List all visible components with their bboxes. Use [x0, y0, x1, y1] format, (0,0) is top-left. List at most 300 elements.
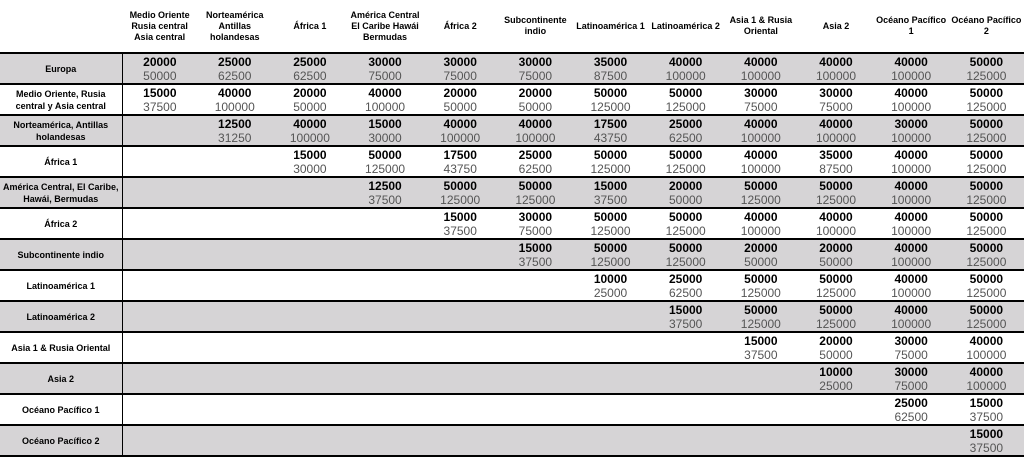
primary-value: 50000	[969, 241, 1004, 255]
primary-value: 40000	[518, 117, 553, 131]
rate-cell	[423, 84, 498, 115]
table-row	[0, 177, 1024, 208]
rate-cell	[723, 239, 798, 270]
rate-cell	[423, 394, 498, 425]
primary-value: 50000	[969, 210, 1004, 224]
rate-cell	[197, 177, 272, 208]
column-header: África 1	[272, 0, 347, 53]
primary-value: 50000	[969, 272, 1004, 286]
primary-value: 40000	[368, 86, 402, 100]
rate-cell	[798, 239, 873, 270]
primary-value: 20000	[819, 334, 853, 348]
rate-cell	[498, 177, 573, 208]
secondary-value: 100000	[891, 131, 932, 145]
primary-value: 50000	[819, 303, 853, 317]
primary-value: 12500	[218, 117, 252, 131]
rate-cell	[197, 425, 272, 456]
primary-value: 15000	[744, 334, 778, 348]
rate-cell	[197, 270, 272, 301]
primary-value: 20000	[744, 241, 778, 255]
secondary-value: 100000	[891, 162, 932, 176]
primary-value: 20000	[819, 241, 853, 255]
rate-cell	[798, 332, 873, 363]
rate-cell	[874, 146, 949, 177]
primary-value: 17500	[443, 148, 477, 162]
secondary-value: 37500	[368, 193, 402, 207]
rate-cell	[498, 53, 573, 84]
rate-cell	[648, 301, 723, 332]
secondary-value: 125000	[590, 162, 631, 176]
primary-value: 15000	[593, 179, 628, 193]
primary-value: 15000	[443, 210, 477, 224]
rate-cell	[723, 394, 798, 425]
secondary-value: 62500	[293, 69, 327, 83]
primary-value: 40000	[894, 241, 928, 255]
primary-value: 50000	[969, 179, 1004, 193]
secondary-value: 125000	[665, 255, 706, 269]
rate-cell	[272, 363, 347, 394]
rate-cell	[272, 208, 347, 239]
primary-value: 30000	[744, 86, 778, 100]
rate-cell	[122, 363, 197, 394]
rate-cell	[798, 53, 873, 84]
rate-cell	[648, 115, 723, 146]
secondary-value: 125000	[966, 100, 1007, 114]
row-label: Asia 1 & Rusia Oriental	[0, 332, 122, 363]
secondary-value: 100000	[815, 131, 856, 145]
rate-cell	[949, 239, 1024, 270]
secondary-value: 31250	[218, 131, 252, 145]
rate-cell	[798, 146, 873, 177]
rate-cell	[423, 332, 498, 363]
rate-cell	[949, 270, 1024, 301]
row-label: Asia 2	[0, 363, 122, 394]
rate-cell	[423, 425, 498, 456]
rate-cell	[272, 394, 347, 425]
table-row	[0, 53, 1024, 84]
primary-value: 40000	[744, 117, 778, 131]
secondary-value: 125000	[590, 100, 631, 114]
column-header: Asia 1 & Rusia Oriental	[723, 0, 798, 53]
row-label: Europa	[0, 53, 122, 84]
primary-value: 30000	[894, 117, 928, 131]
corner-cell	[0, 0, 122, 53]
secondary-value: 75000	[894, 348, 928, 362]
rate-cell	[197, 363, 272, 394]
rate-cell	[272, 84, 347, 115]
column-header: Norteamérica Antillas holandesas	[197, 0, 272, 53]
secondary-value: 37500	[969, 410, 1004, 424]
rate-cell	[423, 270, 498, 301]
rate-cell	[423, 301, 498, 332]
rate-cell	[573, 363, 648, 394]
rate-cell	[272, 115, 347, 146]
rate-cell	[423, 115, 498, 146]
secondary-value: 100000	[665, 69, 706, 83]
column-header: Asia 2	[798, 0, 873, 53]
table-row	[0, 270, 1024, 301]
primary-value: 50000	[819, 179, 853, 193]
rate-cell	[122, 394, 197, 425]
primary-value: 40000	[744, 148, 778, 162]
rate-cell	[498, 208, 573, 239]
rate-cell	[197, 332, 272, 363]
rate-cell	[648, 146, 723, 177]
secondary-value: 30000	[293, 162, 327, 176]
rate-cell	[498, 425, 573, 456]
rate-cell	[122, 84, 197, 115]
rate-cell	[423, 239, 498, 270]
rate-cell	[272, 332, 347, 363]
primary-value: 15000	[143, 86, 177, 100]
column-header: América Central El Caribe Hawái Bermudas	[347, 0, 422, 53]
rate-cell	[648, 425, 723, 456]
rate-cell	[573, 239, 648, 270]
rate-cell	[347, 394, 422, 425]
primary-value: 50000	[969, 55, 1004, 69]
secondary-value: 37500	[518, 255, 553, 269]
rate-cell	[498, 301, 573, 332]
secondary-value: 75000	[518, 69, 553, 83]
rate-cell	[949, 394, 1024, 425]
secondary-value: 125000	[966, 317, 1007, 331]
secondary-value: 125000	[966, 131, 1007, 145]
primary-value: 40000	[293, 117, 327, 131]
rate-cell	[272, 146, 347, 177]
rate-cell	[347, 239, 422, 270]
primary-value: 50000	[969, 86, 1004, 100]
rate-cell	[498, 332, 573, 363]
rate-cell	[573, 146, 648, 177]
rate-cell	[498, 239, 573, 270]
rate-cell	[573, 394, 648, 425]
primary-value: 20000	[293, 86, 327, 100]
rate-cell	[723, 115, 798, 146]
primary-value: 25000	[218, 55, 252, 69]
secondary-value: 125000	[740, 286, 781, 300]
primary-value: 15000	[668, 303, 703, 317]
column-header: Subcontinente indio	[498, 0, 573, 53]
rate-cell	[197, 394, 272, 425]
row-label: Océano Pacífico 2	[0, 425, 122, 456]
secondary-value: 125000	[590, 255, 631, 269]
primary-value: 50000	[368, 148, 402, 162]
rate-cell	[122, 332, 197, 363]
secondary-value: 87500	[819, 162, 853, 176]
primary-value: 40000	[443, 117, 477, 131]
rate-cell	[723, 146, 798, 177]
row-label: África 1	[0, 146, 122, 177]
rate-cell	[573, 115, 648, 146]
rate-cell	[272, 425, 347, 456]
rate-cell	[949, 115, 1024, 146]
primary-value: 40000	[744, 55, 778, 69]
rate-cell	[723, 177, 798, 208]
rate-cell	[347, 270, 422, 301]
secondary-value: 125000	[665, 162, 706, 176]
secondary-value: 125000	[966, 69, 1007, 83]
rate-cell	[949, 208, 1024, 239]
secondary-value: 50000	[819, 255, 853, 269]
rate-cell	[573, 53, 648, 84]
column-header: Medio Oriente Rusia central Asia central	[122, 0, 197, 53]
rate-cell	[648, 270, 723, 301]
primary-value: 17500	[593, 117, 628, 131]
rate-cell	[798, 394, 873, 425]
secondary-value: 43750	[593, 131, 628, 145]
primary-value: 50000	[668, 148, 703, 162]
rate-cell	[423, 208, 498, 239]
rate-cell	[197, 208, 272, 239]
secondary-value: 75000	[819, 100, 853, 114]
primary-value: 50000	[593, 148, 628, 162]
rate-cell	[648, 84, 723, 115]
rate-cell	[423, 177, 498, 208]
secondary-value: 75000	[368, 69, 402, 83]
secondary-value: 100000	[966, 348, 1007, 362]
rate-cell	[122, 115, 197, 146]
secondary-value: 30000	[368, 131, 402, 145]
primary-value: 50000	[443, 179, 477, 193]
rate-cell	[874, 394, 949, 425]
table-body	[0, 53, 1024, 456]
primary-value: 10000	[819, 365, 853, 379]
rate-cell	[347, 146, 422, 177]
rate-cell	[197, 239, 272, 270]
primary-value: 20000	[668, 179, 703, 193]
primary-value: 50000	[969, 148, 1004, 162]
rate-cell	[949, 84, 1024, 115]
table-row	[0, 394, 1024, 425]
rate-cell	[347, 301, 422, 332]
table-header	[0, 0, 1024, 53]
rate-cell	[723, 425, 798, 456]
secondary-value: 125000	[815, 286, 856, 300]
secondary-value: 62500	[668, 131, 703, 145]
row-label: Norteamérica, Antillas holandesas	[0, 115, 122, 146]
primary-value: 40000	[218, 86, 252, 100]
rate-cell	[347, 332, 422, 363]
rate-cell	[798, 208, 873, 239]
primary-value: 40000	[744, 210, 778, 224]
row-label: Subcontinente indio	[0, 239, 122, 270]
rate-cell	[347, 115, 422, 146]
rate-cell	[949, 363, 1024, 394]
rate-cell	[874, 53, 949, 84]
primary-value: 25000	[894, 396, 928, 410]
rate-cell	[798, 425, 873, 456]
rate-cell	[874, 177, 949, 208]
secondary-value: 50000	[744, 255, 778, 269]
primary-value: 40000	[668, 55, 703, 69]
row-label: África 2	[0, 208, 122, 239]
table-row	[0, 239, 1024, 270]
column-header: Océano Pacífico 2	[949, 0, 1024, 53]
table-row	[0, 115, 1024, 146]
rate-cell	[272, 301, 347, 332]
secondary-value: 50000	[293, 100, 327, 114]
secondary-value: 50000	[518, 100, 553, 114]
secondary-value: 100000	[891, 286, 932, 300]
secondary-value: 100000	[891, 224, 932, 238]
rate-cell	[723, 270, 798, 301]
rate-cell	[949, 425, 1024, 456]
rate-cell	[874, 84, 949, 115]
rate-cell	[874, 115, 949, 146]
secondary-value: 25000	[593, 286, 628, 300]
rate-cell	[272, 177, 347, 208]
secondary-value: 62500	[668, 286, 703, 300]
secondary-value: 100000	[289, 131, 330, 145]
rate-cell	[798, 363, 873, 394]
rate-cell	[197, 301, 272, 332]
secondary-value: 62500	[218, 69, 252, 83]
secondary-value: 100000	[891, 193, 932, 207]
rate-cell	[949, 53, 1024, 84]
rate-cell	[949, 332, 1024, 363]
secondary-value: 125000	[740, 317, 781, 331]
rate-cell	[573, 425, 648, 456]
rate-cell	[723, 363, 798, 394]
primary-value: 50000	[744, 272, 778, 286]
rate-cell	[423, 363, 498, 394]
rate-cell	[723, 84, 798, 115]
rate-cell	[197, 53, 272, 84]
secondary-value: 125000	[966, 162, 1007, 176]
rate-cell	[798, 115, 873, 146]
rate-cell	[498, 363, 573, 394]
primary-value: 50000	[593, 210, 628, 224]
row-label: Latinoamérica 2	[0, 301, 122, 332]
secondary-value: 25000	[819, 379, 853, 393]
rate-cell	[272, 270, 347, 301]
primary-value: 20000	[518, 86, 553, 100]
rate-cell	[498, 146, 573, 177]
rate-cell	[573, 84, 648, 115]
primary-value: 40000	[894, 210, 928, 224]
secondary-value: 43750	[443, 162, 477, 176]
secondary-value: 125000	[815, 193, 856, 207]
rate-cell	[347, 53, 422, 84]
row-label: América Central, El Caribe, Hawái, Bermudas	[0, 177, 122, 208]
rate-cell	[347, 177, 422, 208]
secondary-value: 100000	[891, 69, 932, 83]
rate-cell	[122, 239, 197, 270]
primary-value: 15000	[518, 241, 553, 255]
secondary-value: 125000	[440, 193, 481, 207]
primary-value: 50000	[969, 117, 1004, 131]
rate-cell	[272, 239, 347, 270]
column-header: Latinoamérica 1	[573, 0, 648, 53]
secondary-value: 125000	[815, 317, 856, 331]
column-header: Océano Pacífico 1	[874, 0, 949, 53]
secondary-value: 75000	[443, 69, 477, 83]
table-row	[0, 146, 1024, 177]
rate-cell	[874, 208, 949, 239]
secondary-value: 125000	[515, 193, 556, 207]
secondary-value: 125000	[665, 100, 706, 114]
rate-cell	[498, 84, 573, 115]
primary-value: 25000	[668, 117, 703, 131]
column-header: Latinoamérica 2	[648, 0, 723, 53]
table-row	[0, 208, 1024, 239]
rate-cell	[874, 301, 949, 332]
primary-value: 30000	[368, 55, 402, 69]
rate-cell	[949, 177, 1024, 208]
primary-value: 25000	[518, 148, 553, 162]
primary-value: 50000	[668, 210, 703, 224]
rate-cell	[423, 146, 498, 177]
primary-value: 30000	[443, 55, 477, 69]
rate-cell	[347, 363, 422, 394]
primary-value: 25000	[293, 55, 327, 69]
rate-cell	[723, 208, 798, 239]
rate-cell	[498, 115, 573, 146]
secondary-value: 37500	[143, 100, 177, 114]
secondary-value: 50000	[668, 193, 703, 207]
rate-cell	[122, 53, 197, 84]
primary-value: 35000	[819, 148, 853, 162]
secondary-value: 100000	[740, 69, 781, 83]
rate-cell	[197, 146, 272, 177]
rate-cell	[949, 146, 1024, 177]
secondary-value: 125000	[590, 224, 631, 238]
primary-value: 50000	[819, 272, 853, 286]
secondary-value: 37500	[593, 193, 628, 207]
rate-cell	[573, 332, 648, 363]
primary-value: 40000	[894, 179, 928, 193]
secondary-value: 125000	[740, 193, 781, 207]
primary-value: 40000	[969, 365, 1004, 379]
primary-value: 30000	[819, 86, 853, 100]
primary-value: 50000	[593, 241, 628, 255]
secondary-value: 87500	[593, 69, 628, 83]
rate-cell	[498, 270, 573, 301]
header-row	[0, 0, 1024, 53]
secondary-value: 100000	[966, 379, 1007, 393]
secondary-value: 75000	[744, 100, 778, 114]
primary-value: 15000	[293, 148, 327, 162]
primary-value: 50000	[744, 179, 778, 193]
primary-value: 15000	[969, 427, 1004, 441]
primary-value: 50000	[668, 241, 703, 255]
secondary-value: 37500	[443, 224, 477, 238]
secondary-value: 50000	[143, 69, 177, 83]
secondary-value: 100000	[891, 100, 932, 114]
rate-cell	[272, 53, 347, 84]
primary-value: 40000	[894, 55, 928, 69]
primary-value: 30000	[518, 210, 553, 224]
row-label: Latinoamérica 1	[0, 270, 122, 301]
row-label: Océano Pacífico 1	[0, 394, 122, 425]
primary-value: 30000	[894, 334, 928, 348]
primary-value: 25000	[668, 272, 703, 286]
rate-cell	[423, 53, 498, 84]
secondary-value: 62500	[518, 162, 553, 176]
table-row	[0, 84, 1024, 115]
rate-cell	[347, 208, 422, 239]
primary-value: 30000	[894, 365, 928, 379]
secondary-value: 100000	[815, 69, 856, 83]
secondary-value: 100000	[891, 255, 932, 269]
primary-value: 40000	[969, 334, 1004, 348]
rate-cell	[197, 115, 272, 146]
rate-cell	[648, 208, 723, 239]
primary-value: 40000	[819, 210, 853, 224]
rate-cell	[874, 363, 949, 394]
primary-value: 20000	[143, 55, 177, 69]
primary-value: 50000	[593, 86, 628, 100]
